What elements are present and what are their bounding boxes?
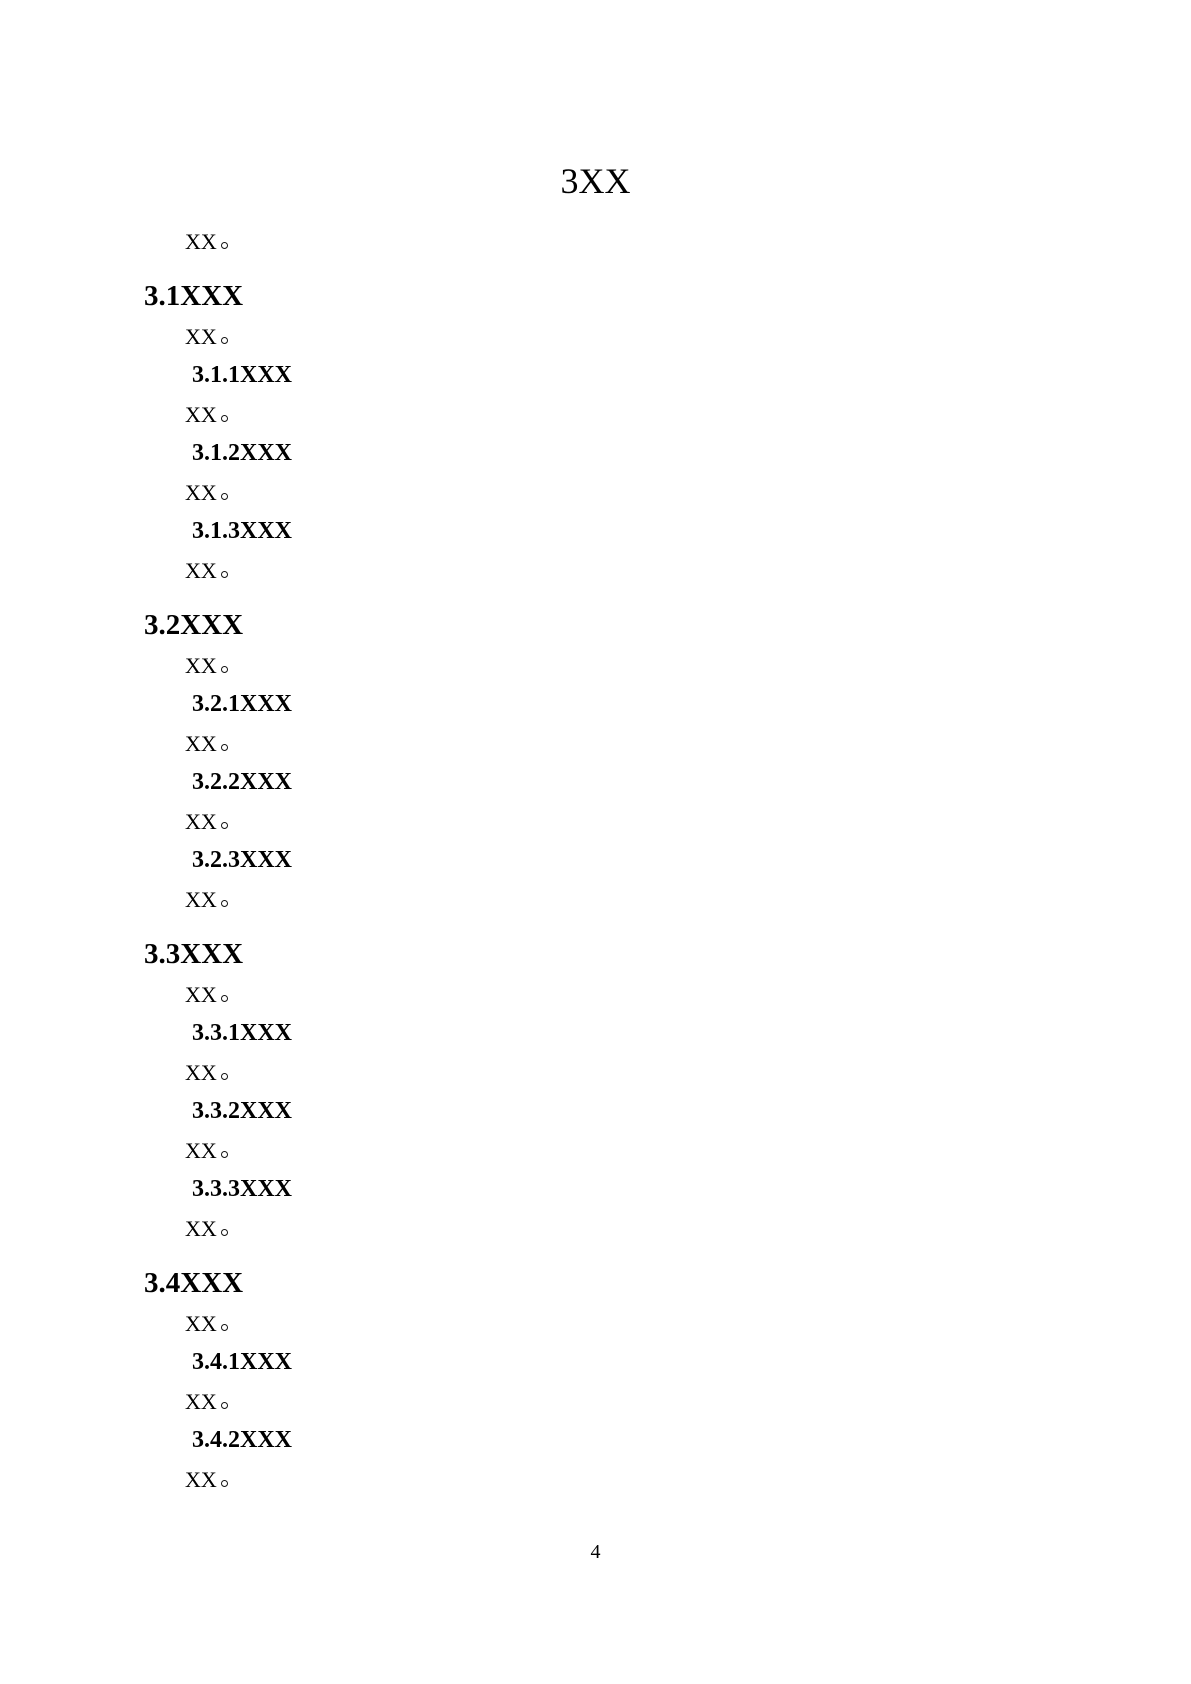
section-heading-3-3: 3.3XXX — [144, 938, 244, 970]
subsection-heading-3-1-1: 3.1.1XXX — [192, 362, 292, 388]
subsection-heading-3-1-2: 3.1.2XXX — [192, 440, 292, 466]
body-paragraph — [144, 1131, 1047, 1170]
subsection-heading-3-1-3: 3.1.3XXX — [192, 518, 292, 544]
ideographic-full-stop — [221, 1229, 228, 1236]
section-heading-3-1: 3.1XXX — [144, 280, 244, 312]
paragraph-text: XX — [185, 1216, 217, 1241]
page-content — [144, 160, 1047, 1499]
subsection-heading-3-3-2: 3.3.2XXX — [192, 1098, 292, 1124]
ideographic-full-stop — [221, 571, 228, 578]
ideographic-full-stop — [221, 337, 228, 344]
body-paragraph — [144, 1053, 1047, 1092]
paragraph-text: XX — [185, 1060, 217, 1085]
ideographic-full-stop — [221, 1151, 228, 1158]
body-paragraph — [144, 1382, 1047, 1421]
ideographic-full-stop — [221, 1073, 228, 1080]
ideographic-full-stop — [221, 1324, 228, 1331]
ideographic-full-stop — [221, 666, 228, 673]
subsection-heading-3-2-1: 3.2.1XXX — [192, 691, 292, 717]
section-heading-3-2: 3.2XXX — [144, 609, 244, 641]
body-paragraph — [144, 1460, 1047, 1499]
paragraph-text: XX — [185, 982, 217, 1007]
body-paragraph — [144, 1209, 1047, 1248]
paragraph-text: XX — [185, 558, 217, 583]
body-paragraph — [144, 222, 1047, 261]
body-paragraph — [144, 880, 1047, 919]
body-paragraph — [144, 802, 1047, 841]
ideographic-full-stop — [221, 995, 228, 1002]
paragraph-text: XX — [185, 809, 217, 834]
body-paragraph — [144, 317, 1047, 356]
ideographic-full-stop — [221, 744, 228, 751]
subsection-heading-3-3-1: 3.3.1XXX — [192, 1020, 292, 1046]
paragraph-text: XX — [185, 229, 217, 254]
subsection-heading-3-2-3: 3.2.3XXX — [192, 847, 292, 873]
page-number: 4 — [590, 1541, 601, 1563]
paragraph-text: XX — [185, 653, 217, 678]
body-paragraph — [144, 551, 1047, 590]
ideographic-full-stop — [221, 900, 228, 907]
body-paragraph — [144, 395, 1047, 434]
document-title: 3XX — [560, 161, 631, 201]
body-paragraph — [144, 724, 1047, 763]
body-paragraph — [144, 975, 1047, 1014]
ideographic-full-stop — [221, 415, 228, 422]
paragraph-text: XX — [185, 1467, 217, 1492]
paragraph-text: XX — [185, 1389, 217, 1414]
page-footer — [0, 1540, 1191, 1564]
subsection-heading-3-4-2: 3.4.2XXX — [192, 1427, 292, 1453]
paragraph-text: XX — [185, 402, 217, 427]
ideographic-full-stop — [221, 1402, 228, 1409]
paragraph-text: XX — [185, 1311, 217, 1336]
paragraph-text: XX — [185, 324, 217, 349]
subsection-heading-3-3-3: 3.3.3XXX — [192, 1176, 292, 1202]
subsection-heading-3-4-1: 3.4.1XXX — [192, 1349, 292, 1375]
section-heading-3-4: 3.4XXX — [144, 1267, 244, 1299]
ideographic-full-stop — [221, 493, 228, 500]
ideographic-full-stop — [221, 242, 228, 249]
paragraph-text: XX — [185, 731, 217, 756]
body-paragraph — [144, 473, 1047, 512]
ideographic-full-stop — [221, 822, 228, 829]
paragraph-text: XX — [185, 1138, 217, 1163]
ideographic-full-stop — [221, 1480, 228, 1487]
paragraph-text: XX — [185, 887, 217, 912]
paragraph-text: XX — [185, 480, 217, 505]
subsection-heading-3-2-2: 3.2.2XXX — [192, 769, 292, 795]
body-paragraph — [144, 646, 1047, 685]
body-paragraph — [144, 1304, 1047, 1343]
